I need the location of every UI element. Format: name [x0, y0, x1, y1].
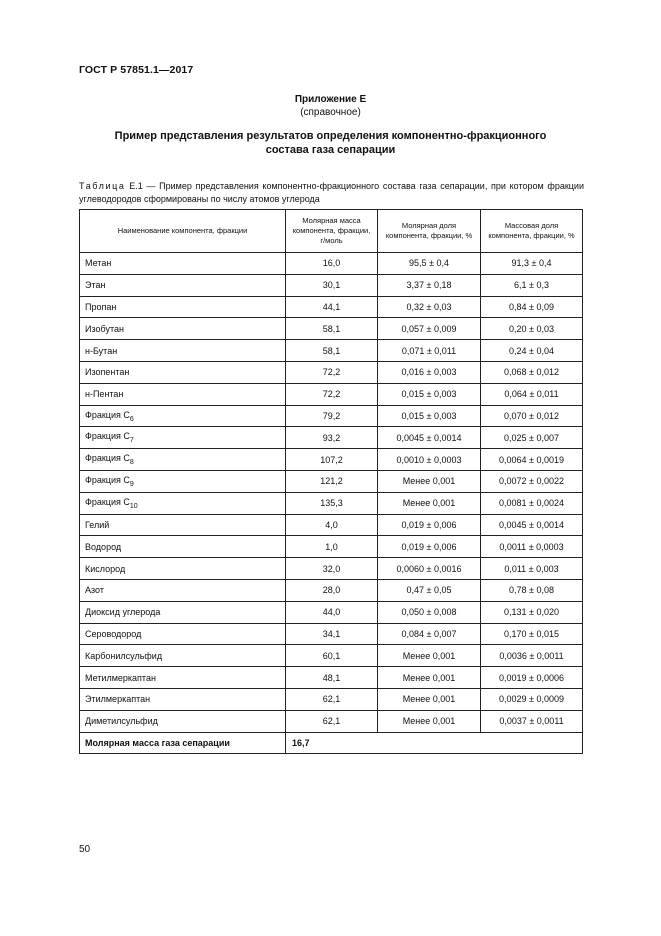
table-row — [80, 558, 583, 580]
total-value: 16,7 — [286, 732, 378, 754]
component-name — [80, 492, 286, 514]
molar-fraction — [378, 340, 481, 362]
component-name — [80, 514, 286, 536]
molar-fraction-text: 0,0060 ± 0,0016 — [396, 563, 462, 574]
component-name-text: Фракция С — [85, 431, 130, 442]
mass-fraction — [481, 405, 583, 427]
molar-fraction — [378, 318, 481, 340]
component-name-text: Фракция С — [85, 496, 130, 507]
molar-fraction-text: Менее 0,001 — [402, 498, 456, 509]
mass-fraction-text: 0,78 ± 0,08 — [509, 585, 554, 596]
molar-mass-text: 34,1 — [322, 628, 341, 639]
molar-fraction — [378, 601, 481, 623]
table-row — [80, 492, 583, 514]
table-row — [80, 710, 583, 732]
molar-mass — [286, 253, 378, 275]
table-row — [80, 383, 583, 405]
component-name — [80, 470, 286, 492]
mass-fraction — [481, 601, 583, 623]
composition-table — [79, 209, 583, 754]
table-row — [80, 318, 583, 340]
component-name — [80, 623, 286, 645]
component-name-text: Фракция С — [85, 453, 130, 464]
molar-fraction-text: Менее 0,001 — [402, 650, 456, 661]
molar-mass — [286, 383, 378, 405]
molar-mass — [286, 710, 378, 732]
table-row — [80, 274, 583, 296]
molar-mass-text: 30,1 — [322, 280, 341, 291]
component-name — [80, 558, 286, 580]
component-name-text: Диметилсульфид — [85, 716, 158, 727]
molar-mass — [286, 514, 378, 536]
molar-fraction-text: 0,47 ± 0,05 — [406, 585, 452, 596]
mass-fraction — [481, 645, 583, 667]
mass-fraction-text: 0,24 ± 0,04 — [509, 345, 554, 356]
mass-fraction — [481, 340, 583, 362]
mass-fraction — [481, 558, 583, 580]
table-body — [80, 253, 583, 754]
molar-fraction-text: 0,071 ± 0,011 — [401, 345, 457, 356]
mass-fraction-text: 0,0019 ± 0,0006 — [499, 672, 564, 683]
standard-number: ГОСТ Р 57851.1—2017 — [79, 64, 194, 76]
carbon-number: 9 — [129, 480, 134, 488]
mass-fraction-text: 0,131 ± 0,020 — [504, 607, 559, 618]
molar-mass — [286, 601, 378, 623]
component-name-text: Гелий — [85, 519, 110, 530]
component-name — [80, 274, 286, 296]
component-name-text: Водород — [85, 541, 122, 552]
component-name-text: Метилмеркаптан — [85, 672, 156, 683]
molar-fraction — [378, 536, 481, 558]
component-name — [80, 383, 286, 405]
table-row — [80, 536, 583, 558]
component-name-text: н-Бутан — [85, 345, 118, 356]
component-name — [80, 405, 286, 427]
mass-fraction-text: 0,0037 ± 0,0011 — [499, 716, 564, 727]
molar-mass — [286, 492, 378, 514]
molar-mass-text: 121,2 — [320, 476, 343, 487]
mass-fraction-text: 0,0045 ± 0,0014 — [499, 519, 564, 530]
header-mass-fraction: Массовая доля компонента, фракции, % — [481, 210, 583, 253]
section-title: Пример представления результатов определения компонентно-фракционного состава газа сепарации — [114, 130, 547, 156]
mass-fraction — [481, 492, 583, 514]
table-row — [80, 514, 583, 536]
table-row — [80, 688, 583, 710]
table-header-row — [80, 210, 583, 253]
molar-fraction-text: 0,0010 ± 0,0003 — [396, 454, 462, 465]
component-name-text: Диоксид углерода — [85, 607, 161, 618]
molar-mass-text: 28,0 — [322, 585, 341, 596]
table-row — [80, 405, 583, 427]
molar-fraction-text: 0,32 ± 0,03 — [406, 301, 452, 312]
molar-mass-text: 16,0 — [322, 258, 341, 269]
caption-text: Е.1 — Пример представления компонентно-фракционного состава газа сепарации, при котором фракции углеводородов сформированы по числу атомов углерода — [79, 181, 584, 204]
molar-fraction — [378, 427, 481, 449]
molar-fraction — [378, 710, 481, 732]
molar-mass-text: 58,1 — [322, 345, 341, 356]
molar-mass — [286, 558, 378, 580]
component-name — [80, 361, 286, 383]
mass-fraction-text: 0,025 ± 0,007 — [504, 432, 559, 443]
molar-mass — [286, 405, 378, 427]
page-number: 50 — [79, 844, 91, 855]
molar-fraction-text: 0,019 ± 0,006 — [401, 541, 457, 552]
molar-fraction — [378, 645, 481, 667]
header-component: Наименование компонента, фракции — [80, 210, 286, 253]
molar-fraction — [378, 623, 481, 645]
caption-label: Таблица — [79, 181, 126, 191]
component-name-text: Фракция С — [85, 474, 130, 485]
molar-mass-text: 72,2 — [322, 389, 341, 400]
molar-fraction-text: Менее 0,001 — [402, 694, 456, 705]
appendix-title: Приложение Е — [294, 94, 367, 105]
molar-mass-text: 44,0 — [322, 607, 341, 618]
molar-fraction-text: 0,015 ± 0,003 — [401, 389, 457, 400]
molar-mass — [286, 667, 378, 689]
molar-mass — [286, 579, 378, 601]
molar-mass — [286, 318, 378, 340]
appendix-heading — [79, 93, 582, 119]
mass-fraction — [481, 449, 583, 471]
molar-fraction — [378, 383, 481, 405]
molar-fraction — [378, 361, 481, 383]
mass-fraction — [481, 710, 583, 732]
mass-fraction — [481, 470, 583, 492]
component-name-text: Сероводород — [85, 628, 142, 639]
mass-fraction-text: 0,011 ± 0,003 — [504, 563, 559, 574]
molar-mass — [286, 470, 378, 492]
molar-fraction — [378, 667, 481, 689]
component-name-text: Этилмеркаптан — [85, 694, 151, 705]
molar-mass — [286, 296, 378, 318]
mass-fraction-text: 0,068 ± 0,012 — [504, 367, 559, 378]
table-row — [80, 340, 583, 362]
mass-fraction-text: 0,20 ± 0,03 — [509, 323, 554, 334]
component-name — [80, 688, 286, 710]
component-name-text: н-Пентан — [85, 389, 124, 400]
molar-mass-text: 48,1 — [322, 672, 341, 683]
table-row — [80, 645, 583, 667]
mass-fraction — [481, 318, 583, 340]
molar-fraction-text: Менее 0,001 — [402, 476, 456, 487]
component-name — [80, 645, 286, 667]
mass-fraction-text: 0,84 ± 0,09 — [509, 301, 554, 312]
table-row — [80, 601, 583, 623]
mass-fraction — [481, 536, 583, 558]
molar-fraction — [378, 492, 481, 514]
table-caption — [79, 180, 584, 206]
component-name-text: Изопентан — [85, 367, 130, 378]
molar-mass — [286, 274, 378, 296]
molar-mass — [286, 688, 378, 710]
molar-fraction-text: 0,015 ± 0,003 — [401, 410, 457, 421]
table-row — [80, 623, 583, 645]
component-name — [80, 449, 286, 471]
table-row — [80, 667, 583, 689]
molar-mass-text: 135,3 — [320, 498, 343, 509]
molar-fraction — [378, 274, 481, 296]
molar-mass-text: 93,2 — [322, 432, 341, 443]
molar-fraction — [378, 558, 481, 580]
table-row — [80, 579, 583, 601]
mass-fraction — [481, 623, 583, 645]
total-row — [80, 732, 583, 754]
molar-fraction-text: 0,0045 ± 0,0014 — [396, 432, 462, 443]
mass-fraction-text: 0,0064 ± 0,0019 — [499, 454, 564, 465]
molar-mass — [286, 449, 378, 471]
molar-fraction-text: 0,016 ± 0,003 — [401, 367, 457, 378]
component-name-text: Карбонилсульфид — [85, 650, 163, 661]
component-name — [80, 579, 286, 601]
mass-fraction — [481, 274, 583, 296]
mass-fraction — [481, 427, 583, 449]
component-name-text: Метан — [85, 258, 112, 269]
molar-fraction-text: 3,37 ± 0,18 — [406, 280, 452, 291]
component-name — [80, 536, 286, 558]
carbon-number: 6 — [129, 415, 134, 423]
molar-fraction-text: 0,057 ± 0,009 — [401, 323, 457, 334]
component-name — [80, 427, 286, 449]
molar-mass — [286, 645, 378, 667]
appendix-subtitle: (справочное) — [300, 107, 361, 118]
component-name — [80, 253, 286, 275]
mass-fraction-text: 0,0036 ± 0,0011 — [499, 650, 564, 661]
mass-fraction-text: 0,0072 ± 0,0022 — [499, 476, 564, 487]
table-row — [80, 296, 583, 318]
molar-fraction-text: 0,019 ± 0,006 — [401, 519, 457, 530]
mass-fraction — [481, 667, 583, 689]
mass-fraction-text: 6,1 ± 0,3 — [514, 280, 549, 291]
total-empty-cell — [378, 732, 583, 754]
component-name-text: Пропан — [85, 301, 117, 312]
molar-mass-text: 32,0 — [322, 563, 341, 574]
molar-mass-text: 44,1 — [322, 301, 341, 312]
molar-mass — [286, 623, 378, 645]
mass-fraction-text: 0,070 ± 0,012 — [504, 410, 559, 421]
header-molar-fraction: Молярная доля компонента, фракции, % — [378, 210, 481, 253]
molar-mass-text: 1,0 — [325, 541, 338, 552]
mass-fraction — [481, 514, 583, 536]
molar-mass-text: 72,2 — [322, 367, 341, 378]
molar-mass — [286, 427, 378, 449]
carbon-number: 7 — [129, 437, 134, 445]
molar-mass-text: 58,1 — [322, 323, 341, 334]
table-row — [80, 253, 583, 275]
component-name-text: Азот — [85, 585, 104, 596]
molar-mass-text: 79,2 — [322, 410, 341, 421]
table-row — [80, 427, 583, 449]
molar-mass-text: 4,0 — [325, 519, 338, 530]
table-row — [80, 470, 583, 492]
molar-fraction — [378, 688, 481, 710]
molar-mass — [286, 340, 378, 362]
mass-fraction — [481, 253, 583, 275]
molar-mass-text: 60,1 — [322, 650, 341, 661]
component-name-text: Изобутан — [85, 323, 124, 334]
molar-fraction — [378, 449, 481, 471]
mass-fraction-text: 0,0081 ± 0,0024 — [499, 498, 564, 509]
component-name — [80, 296, 286, 318]
molar-mass-text: 62,1 — [322, 716, 341, 727]
component-name — [80, 601, 286, 623]
molar-mass — [286, 361, 378, 383]
molar-fraction — [378, 253, 481, 275]
total-label: Молярная масса газа сепарации — [80, 732, 286, 754]
component-name — [80, 710, 286, 732]
header-molar-mass: Молярная масса компонента, фракции, г/моль — [286, 210, 378, 253]
molar-mass-text: 62,1 — [322, 694, 341, 705]
molar-fraction — [378, 579, 481, 601]
mass-fraction — [481, 361, 583, 383]
carbon-number: 10 — [129, 502, 138, 510]
component-name — [80, 340, 286, 362]
component-name-text: Кислород — [85, 563, 126, 574]
molar-fraction — [378, 514, 481, 536]
carbon-number: 8 — [129, 458, 134, 466]
mass-fraction-text: 0,0029 ± 0,0009 — [499, 694, 564, 705]
mass-fraction-text: 0,170 ± 0,015 — [504, 628, 559, 639]
mass-fraction — [481, 383, 583, 405]
table-row — [80, 361, 583, 383]
molar-fraction-text: 0,084 ± 0,007 — [401, 628, 457, 639]
molar-fraction-text: 0,050 ± 0,008 — [401, 607, 457, 618]
mass-fraction — [481, 579, 583, 601]
component-name-text: Этан — [85, 280, 106, 291]
mass-fraction-text: 0,064 ± 0,011 — [504, 389, 559, 400]
molar-fraction — [378, 296, 481, 318]
molar-fraction-text: Менее 0,001 — [402, 716, 456, 727]
molar-fraction-text: 95,5 ± 0,4 — [409, 258, 449, 269]
mass-fraction-text: 91,3 ± 0,4 — [511, 258, 552, 269]
component-name — [80, 667, 286, 689]
molar-fraction — [378, 470, 481, 492]
mass-fraction-text: 0,0011 ± 0,0003 — [499, 541, 564, 552]
molar-mass-text: 107,2 — [320, 454, 343, 465]
component-name — [80, 318, 286, 340]
table-row — [80, 449, 583, 471]
component-name-text: Фракция С — [85, 409, 130, 420]
molar-mass — [286, 536, 378, 558]
molar-fraction-text: Менее 0,001 — [402, 672, 456, 683]
mass-fraction — [481, 296, 583, 318]
molar-fraction — [378, 405, 481, 427]
mass-fraction — [481, 688, 583, 710]
